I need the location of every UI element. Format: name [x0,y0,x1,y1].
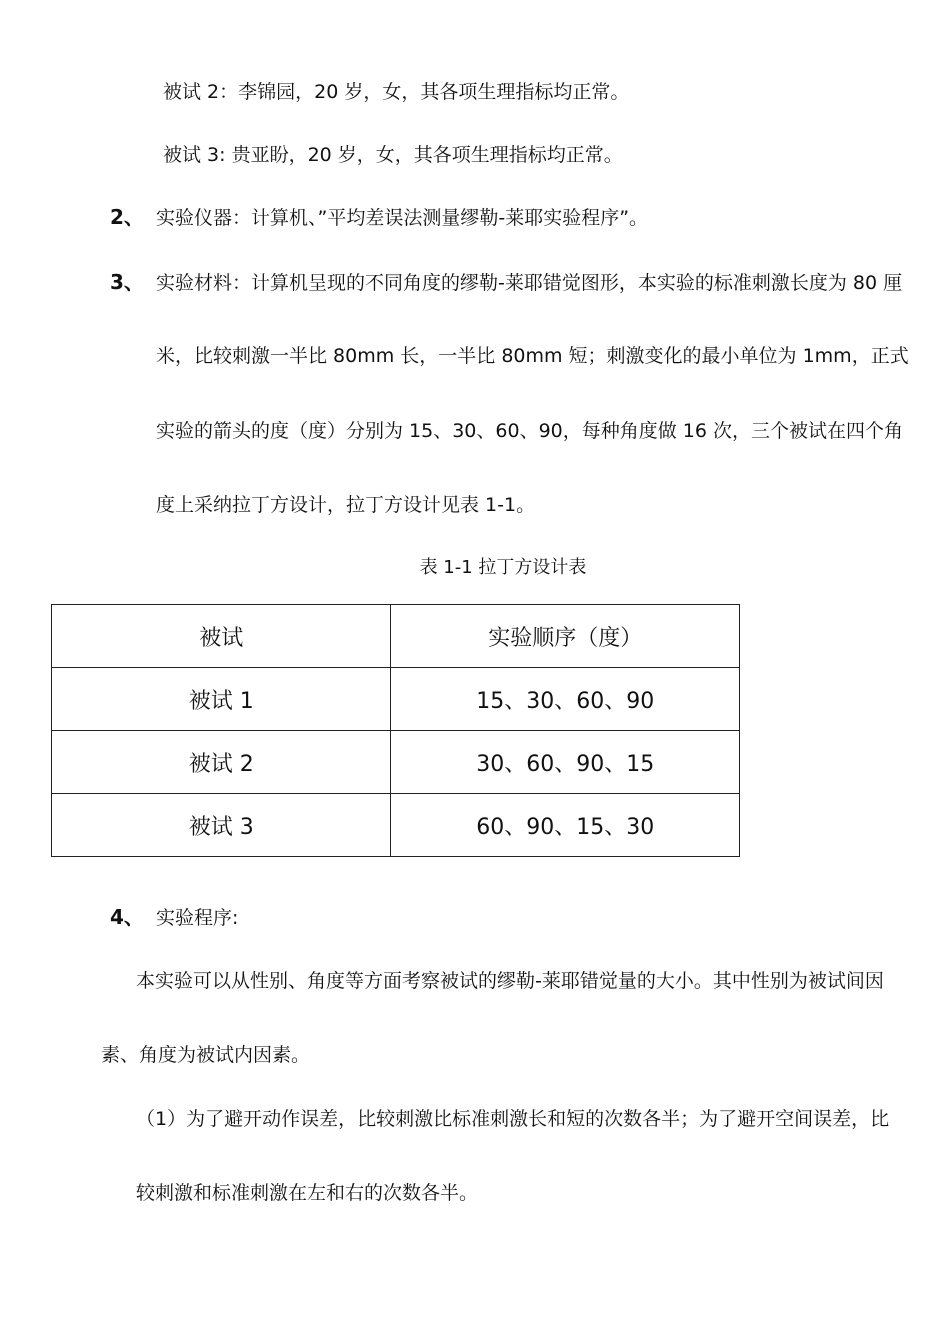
paragraph-2-line-2: 较刺激和标准刺激在左和右的次数各半。 [136,1182,479,1204]
latin-square-table [51,604,740,857]
section-4-number: 4、 [110,905,144,929]
table-row [52,668,740,731]
cell-subject: 被试 2 [52,731,391,794]
section-3-line-4: 度上采纳拉丁方设计，拉丁方设计见表 1-1。 [156,494,536,516]
section-3-line-1: 实验材料：计算机呈现的不同角度的缪勒-莱耶错觉图形，本实验的标准刺激长度为 80 厘 [156,272,903,294]
paragraph-1-line-1: 本实验可以从性别、角度等方面考察被试的缪勒-莱耶错觉量的大小。其中性别为被试间因 [136,970,884,992]
section-2-number: 2、 [110,205,144,229]
header-order: 实验顺序（度） [391,605,740,668]
cell-subject: 被试 3 [52,794,391,857]
cell-order: 30、60、90、15 [391,731,740,794]
section-2-text: 实验仪器：计算机、”平均差误法测量缪勒-莱耶实验程序”。 [156,207,649,229]
header-subject: 被试 [52,605,391,668]
subject-3-info: 被试 3: 贵亚盼，20 岁，女，其各项生理指标均正常。 [163,144,623,166]
table-row [52,794,740,857]
cell-order: 60、90、15、30 [391,794,740,857]
section-3-line-2: 米，比较刺激一半比 80mm 长，一半比 80mm 短；刺激变化的最小单位为 1mm，正式 [156,345,909,367]
cell-subject: 被试 1 [52,668,391,731]
subject-2-info: 被试 2：李锦园，20 岁，女，其各项生理指标均正常。 [163,81,630,103]
paragraph-2-line-1: （1）为了避开动作误差，比较刺激比标准刺激长和短的次数各半；为了避开空间误差，比 [136,1108,890,1130]
section-3-number: 3、 [110,270,144,294]
section-4-title: 实验程序: [156,907,239,929]
section-3-line-3: 实验的箭头的度（度）分别为 15、30、60、90，每种角度做 16 次，三个被试在四个角 [156,420,904,442]
table-caption: 表 1-1 拉丁方设计表 [419,557,587,578]
cell-order: 15、30、60、90 [391,668,740,731]
table-row [52,731,740,794]
table-header-row [52,605,740,668]
paragraph-1-line-2: 素、角度为被试内因素。 [101,1044,311,1066]
